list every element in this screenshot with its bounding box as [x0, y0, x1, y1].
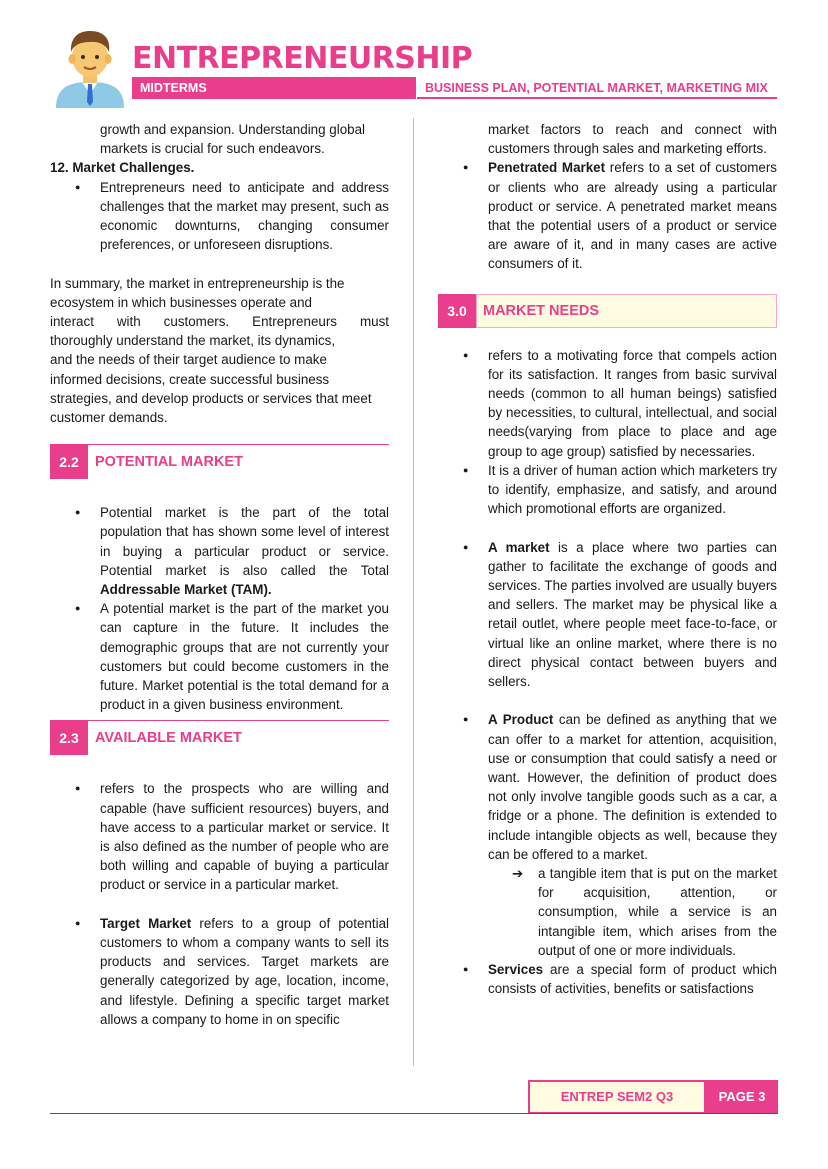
column-divider	[413, 118, 414, 1066]
intro-line: growth and expansion. Understanding global	[100, 122, 366, 137]
list-item: ● A market is a place where two parties can gather to facilitate the exchange of goods and services. The parties involved are usually buyers and sellers. The market may be physical like a retail outlet, where people meet face-to-face, or virtual like an online market, where there is no direct physical contact between buyers and sellers.	[438, 538, 777, 692]
list-item: ● It is a driver of human action which marketers try to identify, emphasize, and satisfy, and around which promotional efforts are organized.	[438, 461, 777, 519]
section-title: AVAILABLE MARKET	[95, 730, 242, 747]
available-market-list	[50, 779, 389, 1029]
summary-line: In summary, the market in entrepreneurship is the	[50, 275, 345, 291]
market-challenges-list	[50, 178, 389, 255]
left-column	[50, 120, 389, 1029]
list-item: ● Potential market is the part of the total population that has shown some level of interest in buying a particular product or service. Potential market is also called the Total Addressable Market (TAM).	[50, 503, 389, 599]
market-term: A market	[488, 539, 550, 555]
list-item: ● Entrepreneurs need to anticipate and address challenges that the market may present, such as economic downturns, changing consumer preferences, or unforeseen disruptions.	[50, 178, 389, 255]
summary-paragraph	[50, 274, 389, 428]
arrow-right-icon: ➔	[512, 866, 524, 882]
summary-line: and the needs of their target audience to make	[50, 352, 327, 368]
summary-line: thoroughly understand the market, its dynamics,	[50, 333, 336, 349]
services-list	[438, 960, 777, 998]
summary-line: strategies, and develop products or services that meet	[50, 390, 372, 406]
businessman-avatar-icon	[52, 26, 128, 108]
section-number: 2.3	[50, 721, 88, 755]
intro-line: markets is crucial for such endeavors.	[100, 141, 325, 157]
services-term: Services	[488, 962, 544, 978]
section-title: POTENTIAL MARKET	[95, 454, 243, 471]
footer-rule	[50, 1113, 778, 1114]
list-item: ● A Product can be defined as anything that we can offer to a market for attention, acquisition, use or consumption that could satisfy a need or want. However, the definition of product does not only involve tangible goods such as a car, a fridge or a phone. The definition is extended to include intangible objects as well, because they can be offered to a market.	[438, 710, 777, 864]
summary-line: informed decisions, create successful business	[50, 371, 330, 387]
summary-line: customer demands.	[50, 410, 168, 426]
market-needs-list	[438, 346, 777, 864]
midterms-label: MIDTERMS	[132, 77, 416, 99]
footer-course-code: ENTREP SEM2 Q3	[528, 1080, 706, 1114]
list-item: ● Services are a special form of product which consists of activities, benefits or satisfactions	[438, 960, 777, 998]
summary-line: interact with customers. Entrepreneurs must	[50, 314, 389, 330]
penetrated-market-list	[438, 158, 777, 273]
page-header	[0, 0, 828, 110]
page-number: PAGE 3	[706, 1080, 778, 1114]
product-sub-item: ➔ a tangible item that is put on the market for acquisition, attention, or consumption, while a service is an intangible item, which arises from the output of one or more individuals.	[512, 866, 777, 958]
potential-market-list	[50, 503, 389, 714]
document-title: ENTREPRENEURSHIP	[132, 41, 473, 76]
topics-label: BUSINESS PLAN, POTENTIAL MARKET, MARKETING MIX	[417, 77, 777, 99]
list-item: ● A potential market is the part of the market you can capture in the future. It includes the demographic groups that are not currently your customers but could become customers in the future. Market potential is the total demand for a product in a given business environment.	[50, 599, 389, 714]
summary-line: ecosystem in which businesses operate and	[50, 294, 313, 310]
list-item: ● Target Market refers to a group of potential customers to whom a company wants to sell its products and services. Target markets are generally categorized by age, location, income, and lifestyle. Defining a specific target market allows a company to home in on specific	[50, 914, 389, 1029]
product-term: A Product	[488, 712, 554, 728]
list-item: ● refers to a motivating force that compels action for its satisfaction. It ranges from basic survival needs (common to all human beings) satisfied by necessities, to cultural, intellectual, and social needs(varying from place to place and age group to age group) satisfied by necessaries.	[438, 346, 777, 461]
list-item: ● Penetrated Market refers to a set of customers or clients who are already using a particular product or service. A penetrated market means that the potential users of a product or service are aware of it, and in many cases are active consumers of it.	[438, 158, 777, 273]
section-heading-market-needs	[438, 294, 777, 328]
right-column	[438, 120, 777, 999]
section-number: 2.2	[50, 445, 88, 479]
section-title: MARKET NEEDS	[483, 302, 600, 319]
section-heading-potential-market	[50, 444, 389, 479]
tam-term: Addressable Market (TAM).	[100, 582, 272, 598]
section-number: 3.0	[438, 294, 476, 328]
target-market-term: Target Market	[100, 915, 192, 931]
market-challenges-heading: 12. Market Challenges.	[50, 160, 195, 176]
section-heading-available-market	[50, 720, 389, 755]
list-item: ● refers to the prospects who are willing and capable (have sufficient resources) buyers, and have access to a particular market or service. It is also defined as the number of people who are both willing and capable of buying a particular product or service in a particular market.	[50, 779, 389, 894]
continued-paragraph: market factors to reach and connect with customers through sales and marketing efforts.	[488, 122, 777, 157]
penetrated-market-term: Penetrated Market	[488, 160, 606, 176]
